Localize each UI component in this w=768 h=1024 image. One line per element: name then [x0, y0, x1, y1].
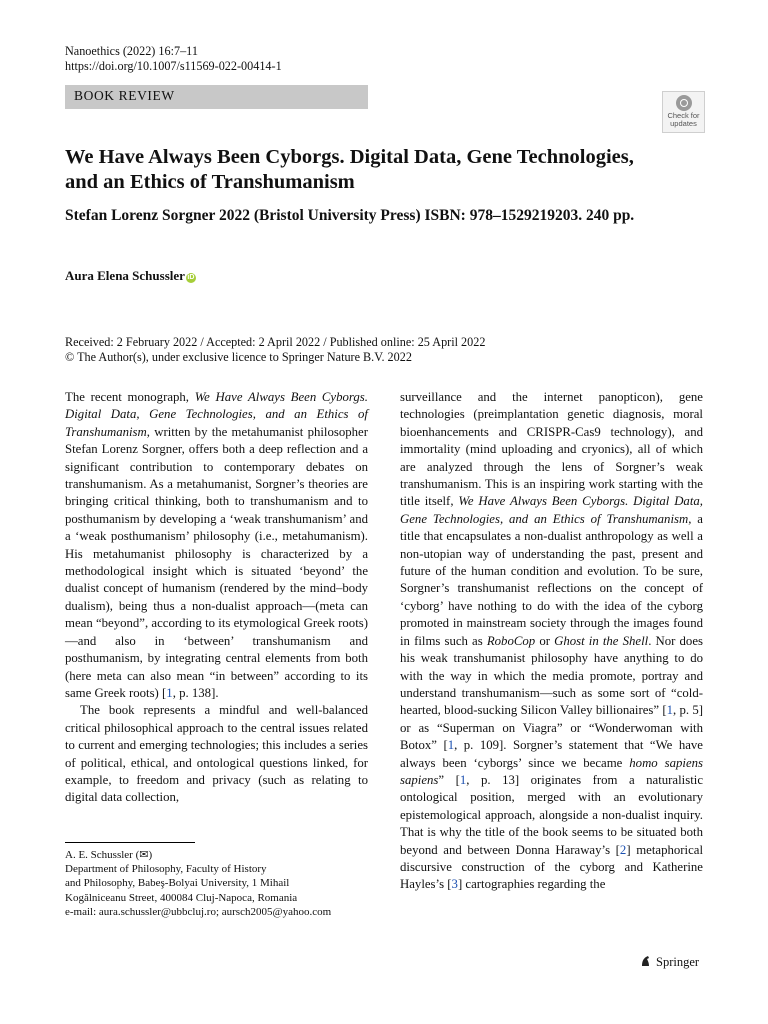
orcid-icon[interactable]: iD — [187, 274, 195, 281]
received-accepted: Received: 2 February 2022 / Accepted: 2 April 2022 / — [65, 335, 330, 349]
footnote-author: A. E. Schussler (✉) — [65, 849, 153, 861]
check-updates-label: Check for updates — [667, 111, 700, 128]
footnote-affiliation-2: and Philosophy, Babeş-Bolyai University, 1 Mihail — [65, 877, 290, 890]
text-run: , p. 138]. — [172, 685, 219, 700]
springer-horse-icon — [640, 955, 652, 967]
bookmark-icon — [676, 95, 692, 111]
film-title: Ghost in the Shell — [554, 633, 649, 648]
publisher-name: Springer — [656, 955, 700, 969]
book-title-italic: We Have Always Been Cyborgs. Digital Data, Gene Technologies, and an Ethics of Transhumanism — [400, 494, 703, 526]
footnote-affiliation-1: Department of Philosophy, Faculty of History — [65, 863, 267, 876]
citation-link[interactable]: 1 — [666, 703, 674, 718]
article-title: We Have Always Been Cyborgs. Digital Data, Gene Technologies, and an Ethics of Transhumanism — [65, 146, 634, 193]
text-run: , p. 5] or as “Superman on Viagra” or “Wonderwoman with Botox” [ — [400, 703, 703, 753]
film-title: RoboCop — [486, 633, 536, 648]
author-footnote — [65, 848, 368, 919]
citation-link[interactable]: 1 — [447, 738, 455, 753]
text-run: , p. 109]. Sorgner’s statement that “We have always been ‘cyborgs’ since we became — [400, 738, 703, 770]
species-italic: homo sapiens sapiens — [400, 755, 703, 787]
book-info: Stefan Lorenz Sorgner 2022 (Bristol University Press) ISBN: 978–1529219203. 240 pp. — [65, 207, 635, 224]
citation-link[interactable]: 1 — [459, 772, 467, 787]
text-run: ] cartographies regarding the — [457, 877, 606, 892]
body-column-left — [65, 389, 368, 807]
text-run: , a title that encapsulates a non-dualist anthropology as well a non-utopian way of understanding the past, present and future of the human condition and evolution. To be sure, Sorgner’s transhumanist reflections on the concept of ‘cyborg’ have nothing to do with the idea of the cyborg promoted in mainstream society through the images found in films such as — [400, 511, 703, 648]
footnote-affiliation-3: Kogălniceanu Street, 400084 Cluj-Napoca, Romania — [65, 891, 298, 904]
journal-citation: Nanoethics (2022) 16:7–11 — [65, 44, 198, 58]
text-run: ] metaphorical discursive construction of the cyborg and Katherine Hayles’s [ — [400, 842, 703, 892]
published-label: Published online — [329, 335, 412, 349]
citation-link[interactable]: 2 — [619, 842, 627, 857]
citation-link[interactable]: 1 — [166, 685, 173, 700]
body-column-right — [400, 389, 703, 894]
text-run: or — [535, 633, 555, 648]
book-title-italic: We Have Always Been Cyborgs. Digital Data, Gene Technologies, and an Ethics of Transhumanism — [65, 390, 368, 439]
article-history — [65, 335, 485, 365]
author-line — [65, 268, 196, 284]
section-label: BOOK REVIEW — [74, 88, 175, 103]
doi-link[interactable]: https://doi.org/10.1007/s11569-022-00414-1 — [65, 59, 282, 73]
section-banner — [65, 85, 368, 109]
paragraph-1 — [65, 389, 368, 702]
citation-link[interactable]: 3 — [451, 877, 458, 892]
publisher-footer — [640, 955, 699, 970]
history-dates — [65, 335, 485, 350]
footnote-divider — [65, 842, 195, 843]
paragraph-continued — [400, 389, 703, 894]
author-name[interactable]: Aura Elena Schussler — [65, 268, 185, 283]
text-run: , written by the metahumanist philosopher Stefan Lorenz Sorgner, offers both a deep reflection and a significant contribution to contemporary debates on transhumanism. As a metahumanist, Sorgner’s theories are bringing critical thinking, both to transhumanism and to posthumanism by developing a ‘weak transhumanism’ and a ‘weak posthumanism’ philosophy (i.e., metahumanism). His metahumanist philosophy is characterized by a methodological insight which is situated ‘beyond’ the dualist concept of humanism (rendered by the mind–body dualism), being thus a non-dualist approach—(meta can mean “beyond”, according to its etymological Greek roots)—and also in ‘between’ transhumanism and posthumanism, by integrating central elements from both (here meta can also mean “in between” according to its same Greek roots) [ — [65, 424, 368, 700]
text-run: . Nor does his weak transhumanist philosophy have anything to do with the way in which the media promote, portray and understand transhumanism—such as some sort of “cold-hearted, blood-sucking Silicon Valley billionaires” [ — [400, 633, 703, 718]
text-run: The recent monograph, — [65, 390, 195, 404]
copyright-line: © The Author(s), under exclusive licence to Springer Nature B.V. 2022 — [65, 350, 412, 364]
paragraph-2: The book represents a mindful and well-balanced critical philosophical approach to the central issues related to current and emerging technologies; this includes a series of political, ethical, and ontological questions linked, for example, to freedom and privacy (such as relating to digital data collection, — [65, 703, 368, 805]
check-for-updates-badge[interactable] — [662, 91, 705, 133]
text-run: surveillance and the internet panopticon), gene technologies (preimplantation genetic diagnosis, moral bioenhancements and CRISPR-Cas9 technology), and immortality (mind uploading and cryonics), all of which are analyzed through the lens of Sorgner’s weak transhumanism. This is an inspiring work starting with the title itself, — [400, 390, 703, 509]
text-run: ” [ — [438, 772, 460, 787]
text-run: , p. 13] originates from a naturalistic ontological position, merged with an evolutionary epistemological approach, alongside a non-dualist inquiry. That is why the title of the book seems to be situated both beyond and between Donna Haraway’s [ — [400, 772, 703, 857]
article-meta — [65, 44, 282, 74]
published-date: : 25 April 2022 — [411, 335, 486, 349]
footnote-email[interactable]: e-mail: aura.schussler@ubbcluj.ro; aursch2005@yahoo.com — [65, 905, 332, 918]
